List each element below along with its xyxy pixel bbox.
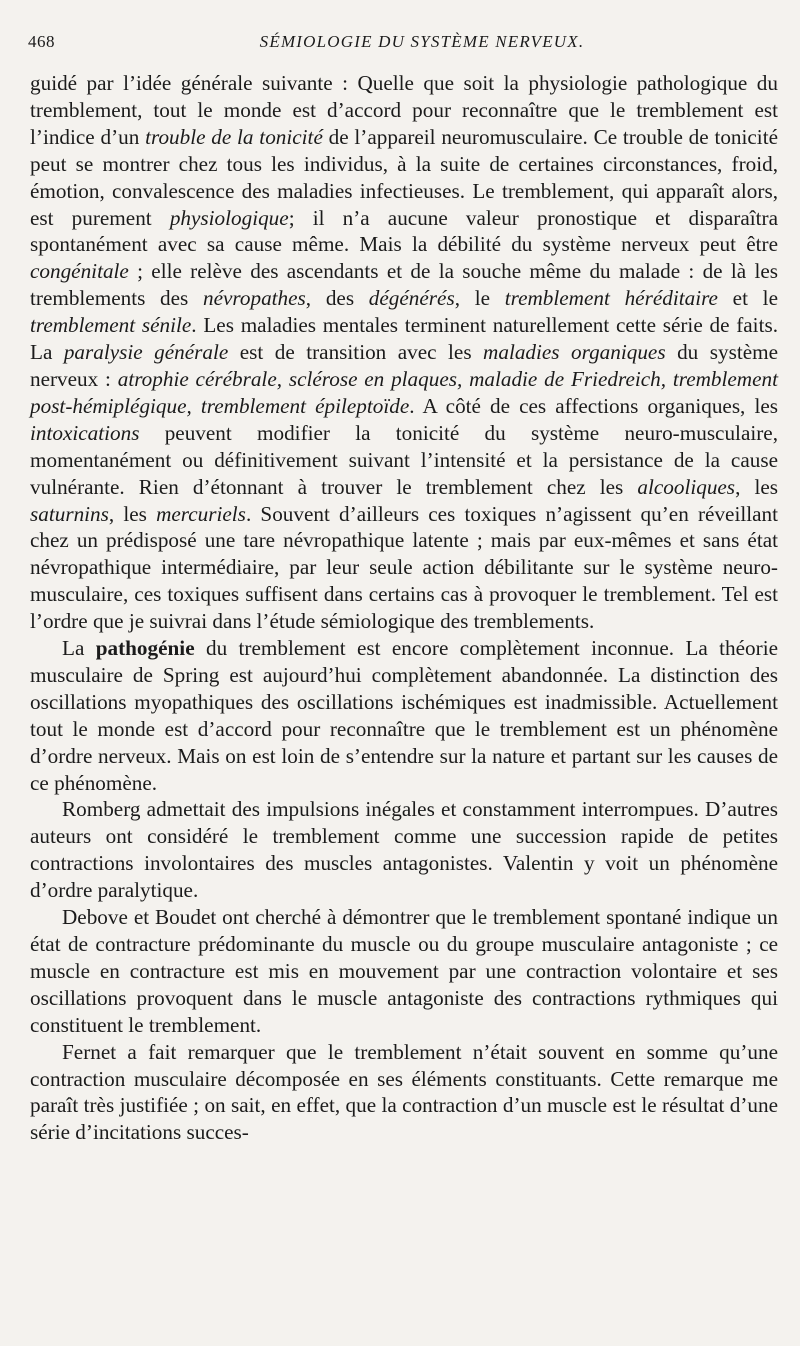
- text-run: , les: [735, 474, 778, 499]
- italic-text-run: saturnins: [30, 501, 109, 526]
- italic-text-run: maladies organiques: [483, 340, 666, 365]
- running-head: SÉMIOLOGIE DU SYSTÈME NERVEUX.: [259, 32, 585, 51]
- paragraph: [30, 1039, 778, 1147]
- text-run: guidé par l’idée générale suivante : Quelle que soit la physiologie pathologique du tremblement, tout le monde est d’accord pour reconnaître que le tremblement est l’indice d’un: [30, 71, 778, 149]
- text-run: du système nerveux :: [30, 340, 778, 391]
- text-run: ; il n’a aucune valeur pronostique et disparaîtra spontanément avec sa cause même. Mais la débilité du système nerveux peut être: [30, 205, 778, 257]
- italic-text-run: physiologique: [169, 205, 289, 230]
- text-run: . Les maladies mentales terminent naturellement cette série de faits. La: [30, 313, 778, 365]
- italic-text-run: névropathes: [203, 286, 306, 311]
- text-run: . Souvent d’ailleurs ces toxiques n’agissent qu’en réveillant chez un prédisposé une tare névropathique latente ; mais par eux-mêmes et sans état névropathique intermédiaire, par leur seule action débilitante sur le système neuro-musculaire, ces toxiques suffisent dans certains cas à provoquer le tremblement. Tel est l’ordre que je suivrai dans l’étude sémiologique des tremblements.: [30, 501, 778, 634]
- italic-text-run: trouble de la tonicité: [145, 124, 323, 149]
- text-run: et le: [717, 286, 778, 311]
- text-run: peuvent modifier la tonicité du système neuro-musculaire, momentanément ou définitivement suivant l’intensité et la persistance de la cause vulnérante. Rien d’étonnant à trouver le tremblement chez les: [30, 420, 778, 499]
- paragraph: [30, 796, 778, 904]
- italic-text-run: intoxications: [30, 420, 140, 445]
- page-header: [28, 32, 776, 62]
- italic-text-run: atrophie cérébrale, sclérose en plaques, maladie de Friedreich, tremblement post-hémiplégique, tremblement épileptoïde: [30, 366, 778, 418]
- paragraph: [30, 904, 778, 1039]
- text-run: , des: [305, 286, 369, 311]
- text-run: Debove et Boudet ont cherché à démontrer que le tremblement spontané indique un état de contracture prédominante du muscle ou du groupe musculaire antagoniste ; ce muscle en contracture est mis en mouvement par une contraction volontaire et ses oscillations provoquent dans le muscle antagoniste des contractions rythmiques qui constituent le tremblement.: [30, 905, 778, 1037]
- bold-text-run: pathogénie: [95, 636, 195, 661]
- italic-text-run: tremblement sénile: [30, 313, 192, 338]
- page-body: [30, 70, 778, 1146]
- text-run: ; elle relève des ascendants et de la souche même du malade : de là les tremblements des: [30, 259, 778, 311]
- text-run: du tremblement est encore complètement inconnue. La théorie musculaire de Spring est aujourd’hui complètement abandonnée. La distinction des oscillations myopathiques des oscillations ischémiques est inadmissible. Actuellement tout le monde est d’accord pour reconnaître que le tremblement est un phénomène d’ordre nerveux. Mais on est loin de s’entendre sur la nature et partant sur les causes de ce phénomène.: [30, 636, 778, 795]
- paragraph: [30, 635, 778, 796]
- text-run: . A côté de ces affections organiques, les: [409, 393, 778, 418]
- italic-text-run: alcooliques: [637, 474, 736, 499]
- text-run: Romberg admettait des impulsions inégales et constamment interrompues. D’autres auteurs ont considéré le tremblement comme une succession rapide de petites contractions involontaires des muscles antagonistes. Valentin y voit un phénomène d’ordre paralytique.: [30, 797, 778, 903]
- italic-text-run: tremblement héréditaire: [504, 286, 718, 311]
- paragraph: [30, 70, 778, 635]
- italic-text-run: paralysie générale: [63, 340, 229, 365]
- text-run: Fernet a fait remarquer que le tremblement n’était souvent en somme qu’une contraction musculaire décomposée en ses éléments constituants. Cette remarque me paraît très justifiée ; on sait, en effet, que la contraction d’un muscle est le résultat d’une série d’incitations succes-: [30, 1039, 778, 1145]
- italic-text-run: dégénérés: [368, 286, 455, 311]
- page-number: 468: [28, 32, 55, 51]
- text-run: de l’appareil neuromusculaire. Ce trouble de tonicité peut se montrer chez tous les individus, à la suite de certaines circonstances, froid, émotion, convalescence des maladies infectieuses. Le tremblement, qui apparaît alors, est purement: [30, 124, 778, 230]
- italic-text-run: congénitale: [30, 259, 129, 284]
- text-run: La: [62, 636, 96, 661]
- italic-text-run: mercuriels: [156, 501, 246, 526]
- text-run: , les: [108, 501, 157, 526]
- text-run: est de transition avec les: [228, 340, 484, 365]
- text-run: , le: [454, 286, 505, 311]
